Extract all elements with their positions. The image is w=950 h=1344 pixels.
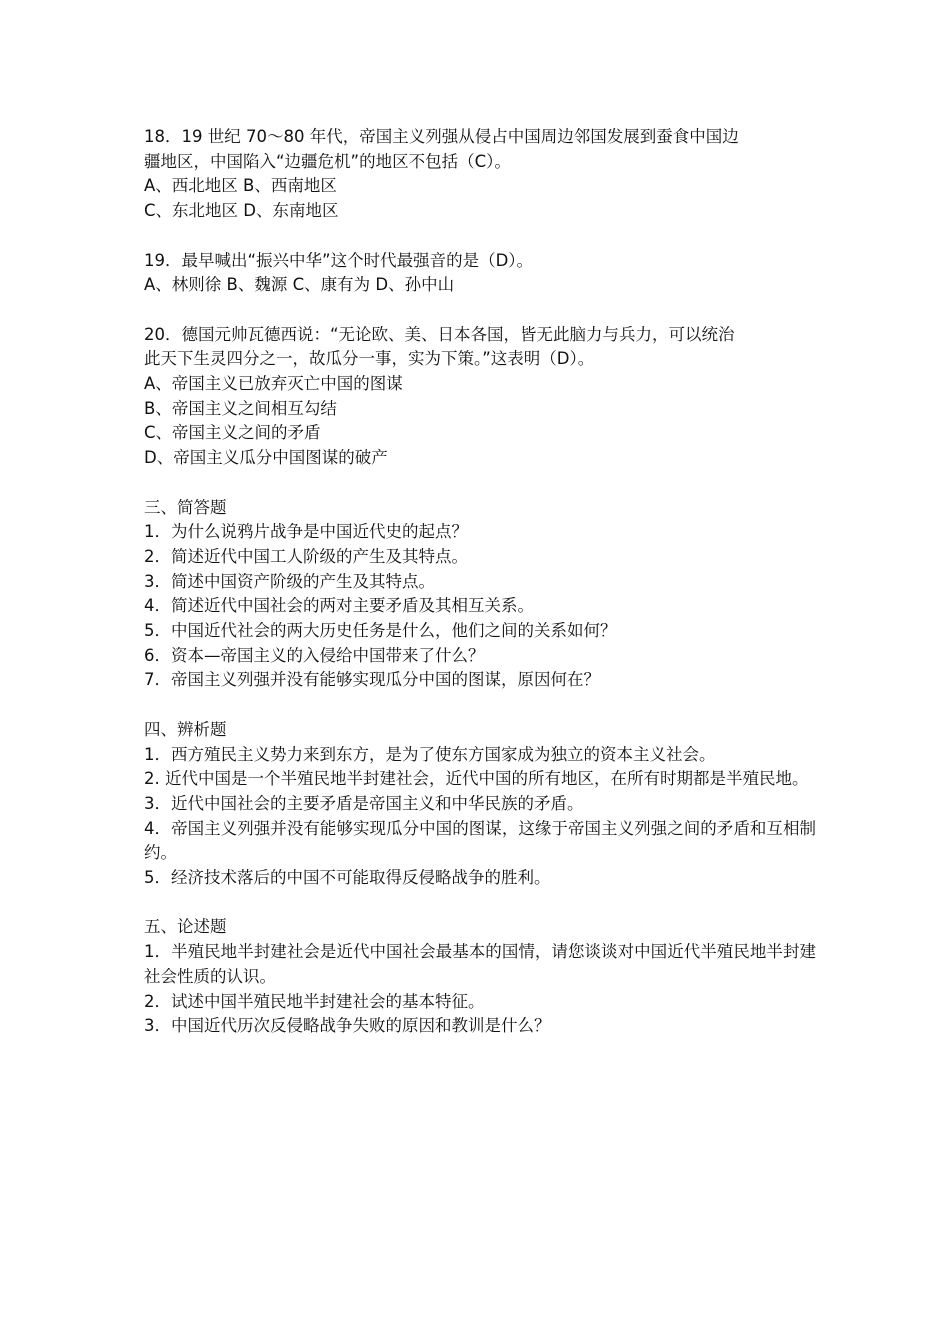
list-item: 7．帝国主义列强并没有能够实现瓜分中国的图谋，原因何在？ xyxy=(144,670,600,690)
question-18-stem-line-1: 18．19 世纪 70～80 年代，帝国主义列强从侵占中国周边邻国发展到蚕食中国边 xyxy=(144,127,739,146)
section-analysis xyxy=(144,718,816,891)
list-item: 3．近代中国社会的主要矛盾是帝国主义和中华民族的矛盾。 xyxy=(144,793,584,813)
question-20 xyxy=(144,323,816,471)
list-item: 2．试述中国半殖民地半封建社会的基本特征。 xyxy=(144,991,485,1011)
list-item: 1．半殖民地半封建社会是近代中国社会最基本的国情，请您谈谈对中国近代半殖民地半封建社会性质的认识。 xyxy=(144,942,816,986)
list-item: 6．资本—帝国主义的入侵给中国带来了什么？ xyxy=(144,645,485,665)
section-short-answer xyxy=(144,496,816,694)
question-18-options-line-1: A、西北地区 B、西南地区 xyxy=(144,176,337,196)
spacer xyxy=(144,693,816,718)
list-item: 1．为什么说鸦片战争是中国近代史的起点？ xyxy=(144,522,468,542)
spacer xyxy=(144,891,816,916)
list-item: 2．简述近代中国工人阶级的产生及其特点。 xyxy=(144,546,468,566)
question-18-stem-line-2: 疆地区，中国陷入“边疆危机”的地区不包括（C）。 xyxy=(144,151,511,171)
list-item: 5．中国近代社会的两大历史任务是什么，他们之间的关系如何？ xyxy=(144,621,617,641)
section-heading: 五、论述题 xyxy=(144,917,227,937)
question-20-option-c: C、帝国主义之间的矛盾 xyxy=(144,423,321,443)
spacer xyxy=(144,471,816,496)
list-item: 5．经济技术落后的中国不可能取得反侵略战争的胜利。 xyxy=(144,868,551,888)
list-item: 4．帝国主义列强并没有能够实现瓜分中国的图谋，这缘于帝国主义列强之间的矛盾和互相制约。 xyxy=(144,818,816,863)
question-19 xyxy=(144,249,816,298)
question-18-options-line-2: C、东北地区 D、东南地区 xyxy=(144,201,339,221)
list-item: 3．简述中国资产阶级的产生及其特点。 xyxy=(144,571,435,591)
spacer xyxy=(144,298,816,323)
question-18 xyxy=(144,125,816,224)
question-20-option-d: D、帝国主义瓜分中国图谋的破产 xyxy=(144,448,388,468)
question-19-stem: 19．最早喊出“振兴中华”这个时代最强音的是（D）。 xyxy=(144,250,534,270)
document-page xyxy=(144,125,816,1039)
question-20-stem-line-1: 20．德国元帅瓦德西说：“无论欧、美、日本各国，皆无此脑力与兵力，可以统治 xyxy=(144,324,735,344)
list-item: 3．中国近代历次反侵略战争失败的原因和教训是什么？ xyxy=(144,1016,551,1036)
section-essay xyxy=(144,915,816,1039)
question-20-stem-line-2: 此天下生灵四分之一，故瓜分一事，实为下策。”这表明（D）。 xyxy=(144,349,595,369)
question-20-option-b: B、帝国主义之间相互勾结 xyxy=(144,398,337,418)
question-20-option-a: A、帝国主义已放弃灭亡中国的图谋 xyxy=(144,374,403,393)
list-item: 4．简述近代中国社会的两对主要矛盾及其相互关系。 xyxy=(144,596,534,616)
section-heading: 三、简答题 xyxy=(144,497,227,517)
question-19-options: A、林则徐 B、魏源 C、康有为 D、孙中山 xyxy=(144,275,455,295)
list-item: 1．西方殖民主义势力来到东方，是为了使东方国家成为独立的资本主义社会。 xyxy=(144,744,716,764)
spacer xyxy=(144,224,816,249)
section-heading: 四、辨析题 xyxy=(144,719,227,739)
list-item: 2. 近代中国是一个半殖民地半封建社会，近代中国的所有地区，在所有时期都是半殖民地。 xyxy=(144,769,809,789)
